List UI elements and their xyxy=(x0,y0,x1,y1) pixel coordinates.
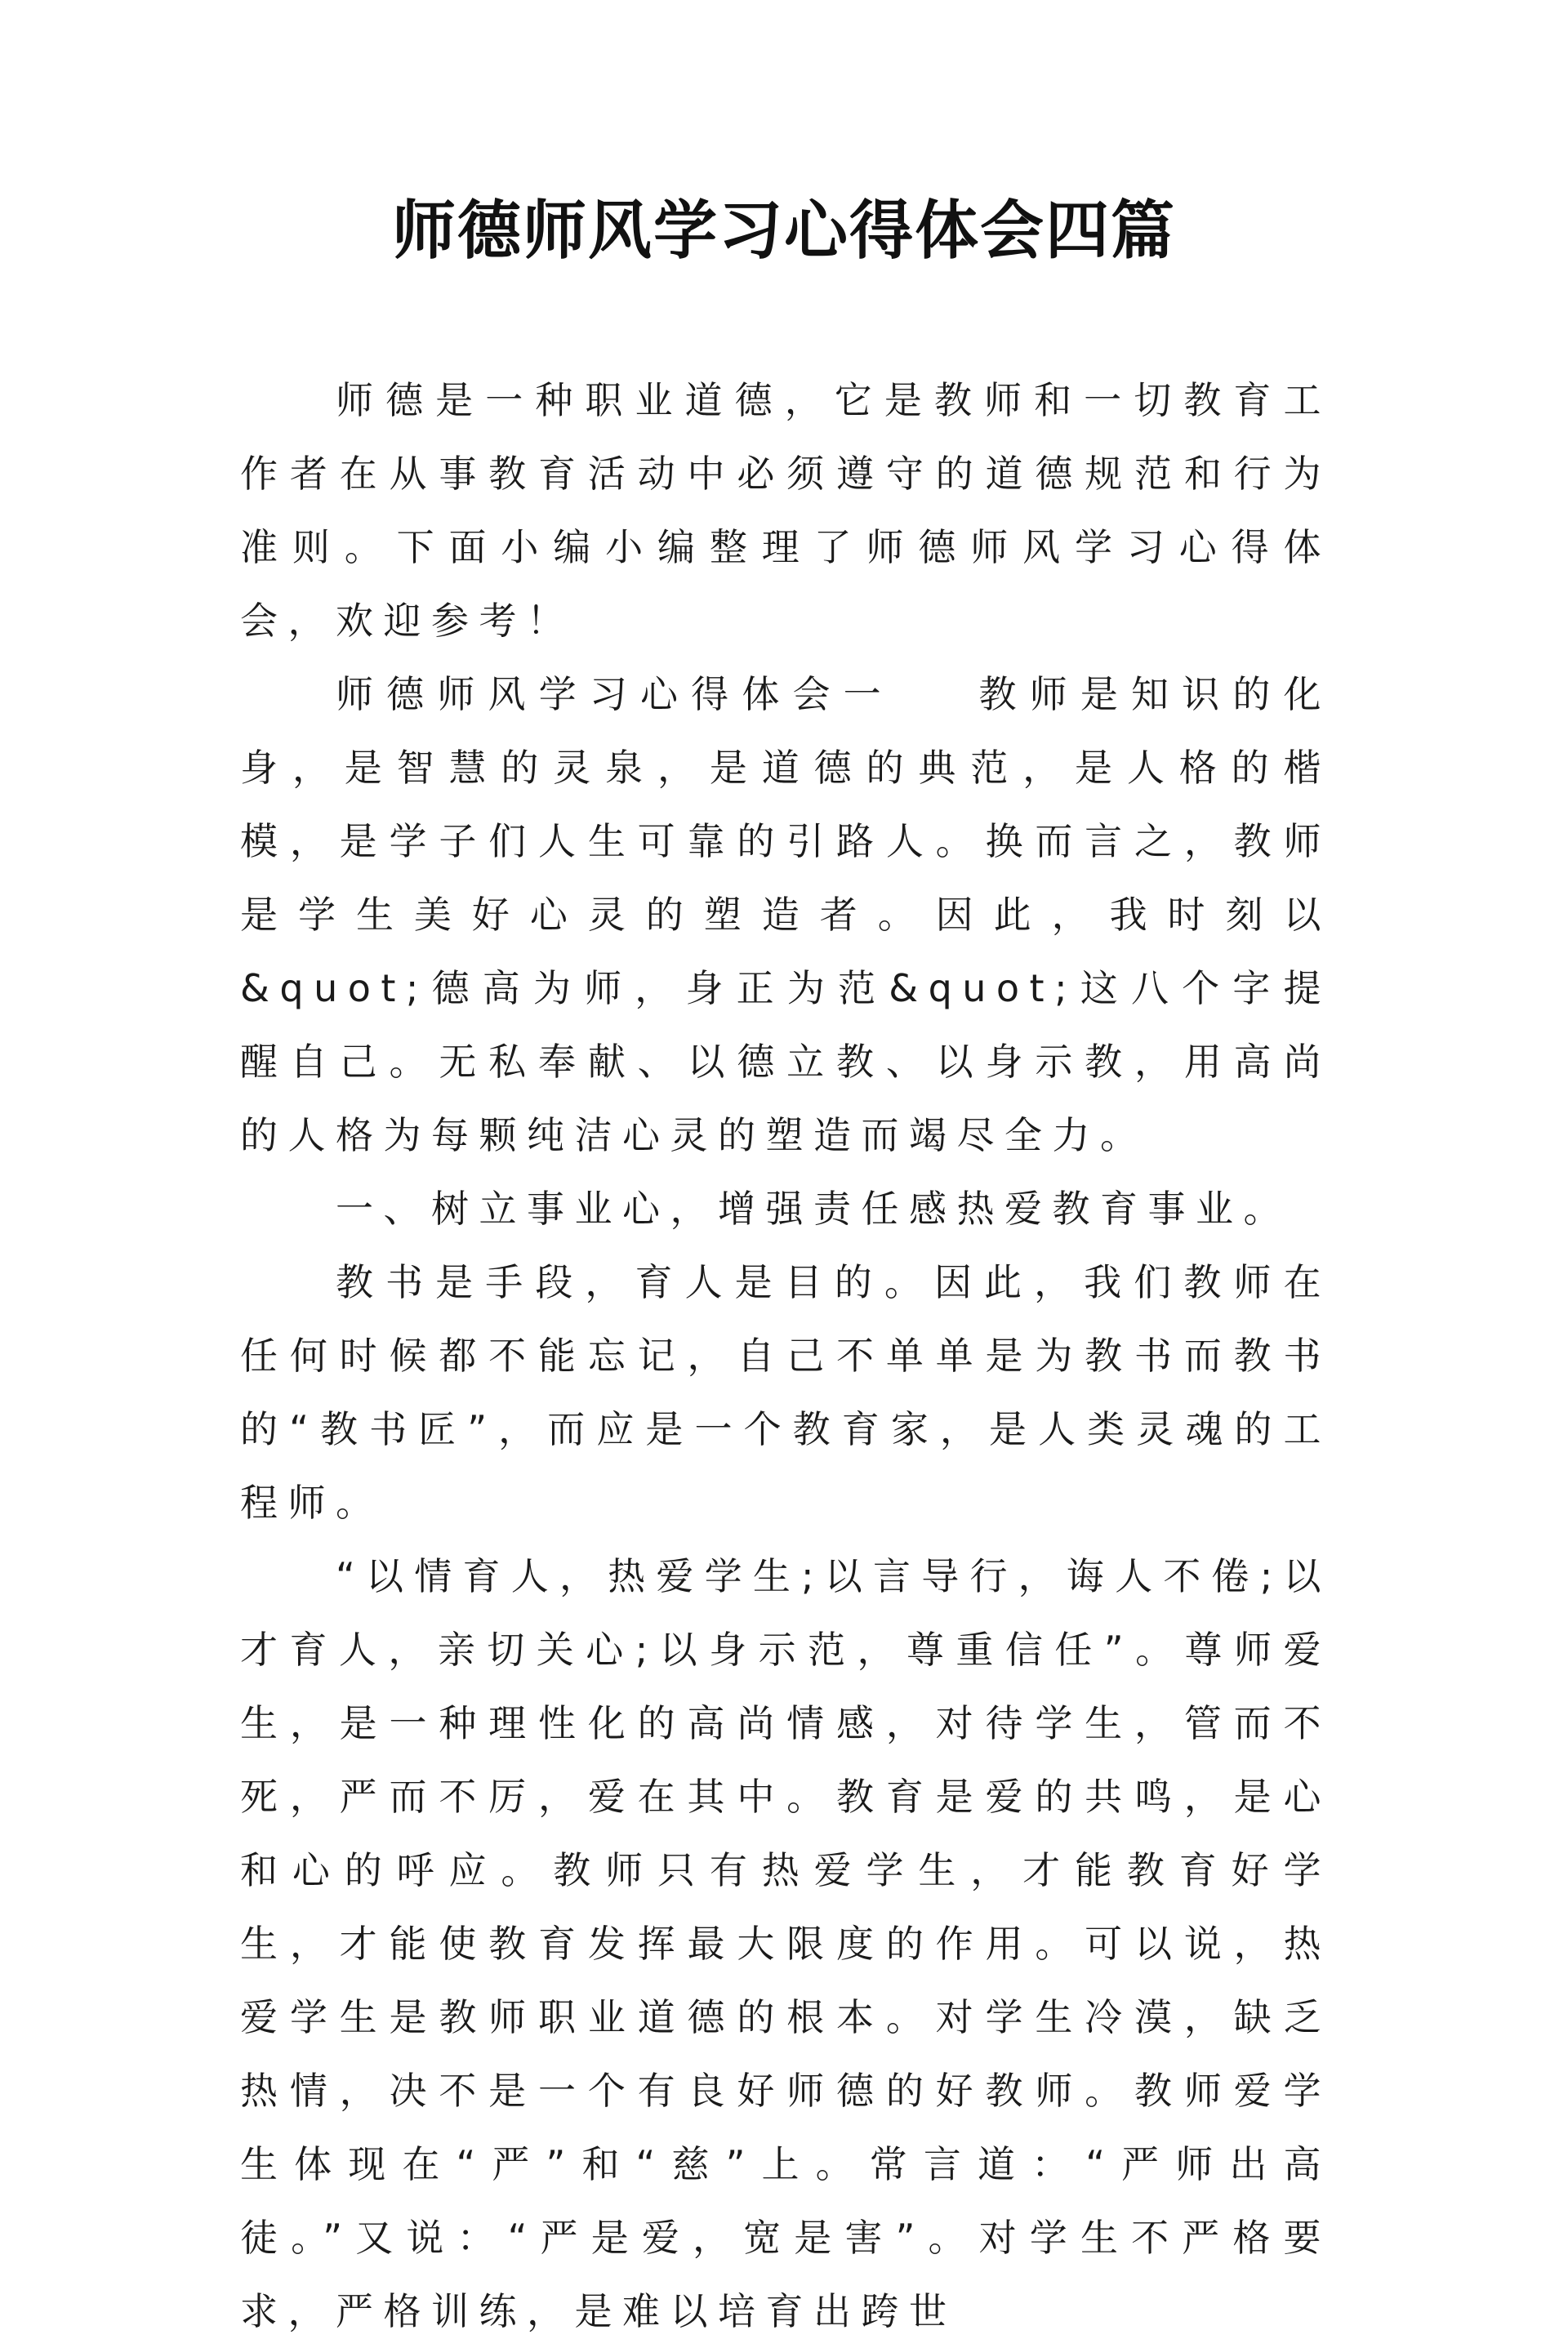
document-title: 师德师风学习心得体会四篇 xyxy=(391,194,1176,268)
document-body xyxy=(240,363,1331,2348)
intro-paragraph: 师德是一种职业道德，它是教师和一切教育工作者在从事教育活动中必须遵守的道德规范和行为准则。下面小编小编整理了师德师风学习心得体会，欢迎参考！ xyxy=(240,378,1331,643)
section-one-heading: 师德师风学习心得体会一 xyxy=(336,672,894,716)
point-one-heading: 一、树立事业心，增强责任感热爱教育事业。 xyxy=(336,1187,1291,1231)
section-one-paragraph xyxy=(240,657,1331,1172)
body-paragraph: 教书是手段，育人是目的。因此，我们教师在任何时候都不能忘记，自己不单单是为教书而教书的“教书匠”，而应是一个教育家，是人类灵魂的工程师。 xyxy=(240,1260,1331,1525)
section-one-text: 教师是知识的化身，是智慧的灵泉，是道德的典范，是人格的楷模，是学子们人生可靠的引路人。换而言之，教师是学生美好心灵的塑造者。因此，我时刻以&quot;德高为师，身正为范&quot;这八个字提醒自己。无私奉献、以德立教、以身示教，用高尚的人格为每颗纯洁心灵的塑造而竭尽全力。 xyxy=(240,672,1332,1157)
body-paragraph: “以情育人，热爱学生;以言导行，诲人不倦;以才育人，亲切关心;以身示范，尊重信任”。尊师爱生，是一种理性化的高尚情感，对待学生，管而不死，严而不厉，爱在其中。教育是爱的共鸣，是心和心的呼应。教师只有热爱学生，才能教育好学生，才能使教育发挥最大限度的作用。可以说，热爱学生是教师职业道德的根本。对学生冷漠，缺乏热情，决不是一个有良好师德的好教师。教师爱学生体现在“严”和“慈”上。常言道：“严师出高徒。”又说：“严是爱，宽是害”。对学生不严格要求，严格训练，是难以培育出跨世 xyxy=(240,1554,1331,2333)
